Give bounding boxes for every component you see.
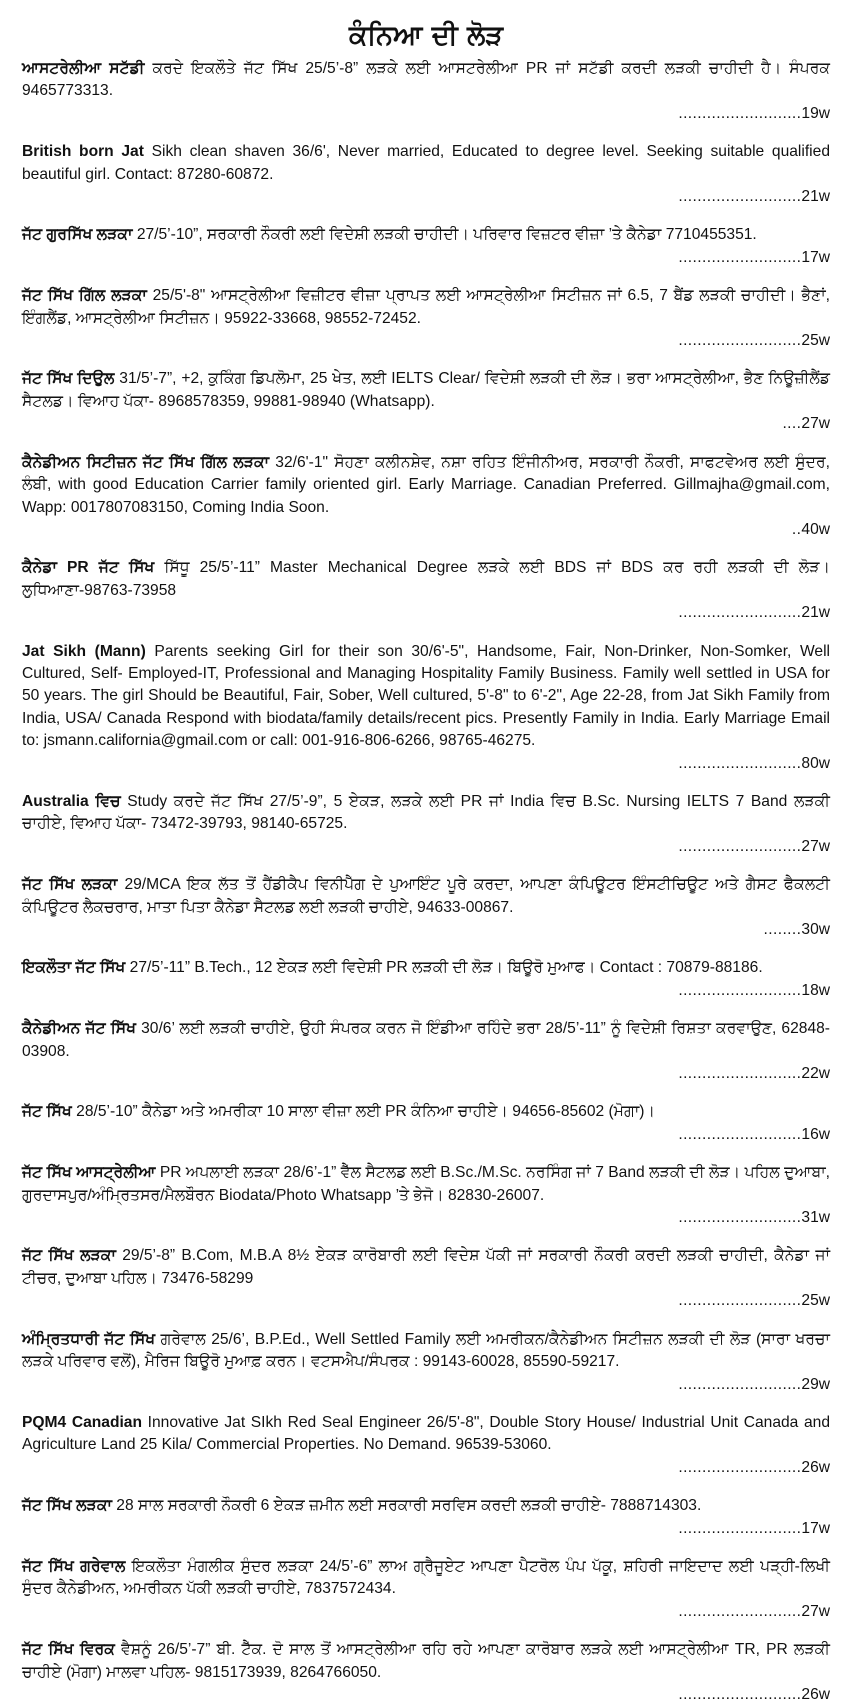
ad-word-count: 40w xyxy=(801,520,830,538)
ad-word-count: 30w xyxy=(801,921,830,938)
ad-text: 29/MCA ਇਕ ਲੱਤ ਤੋਂ ਹੈਂਡੀਕੈਪ ਵਿਨੀਪੈੱਗ ਦੇ ਪੁਆਇੰਟ ਪੂਰੇ ਕਰਦਾ, ਆਪਣਾ ਕੰਪਿਊਟਰ ਇੰਸਟੀਚਿਊਟ ਅਤੇ ਗੈਸਟ ਫੈਕਲਟੀ ਕੰਪਿਊਟਰ ਲੈਕਚਰਾਰ, ਮਾਤਾ ਪਿਤਾ ਕੈਨੇਡਾ ਸੈਟਲਡ ਲਈ ਲੜਕੀ ਚਾਹੀਏ, 94633-00867. xyxy=(22,876,830,916)
ad-word-count: 26w xyxy=(801,1685,830,1703)
ad-body xyxy=(22,874,830,919)
ad-item xyxy=(22,1329,830,1396)
ad-lead: ਜੱਟ ਸਿੱਖ ਆਸਟ੍ਰੇਲੀਆ xyxy=(22,1164,156,1182)
ad-word-count: 21w xyxy=(801,188,830,206)
ad-text: 30/6’ ਲਈ ਲੜਕੀ ਚਾਹੀਏ, ਉਹੀ ਸੰਪਰਕ ਕਰਨ ਜੋ ਇੰਡੀਆ ਰਹਿੰਦੇ ਭਰਾ 28/5’-11” ਨੂੰ ਵਿਦੇਸ਼ੀ ਰਿਸ਼ਤਾ ਕਰਵਾਉਣ, 62848-03908. xyxy=(22,1020,830,1060)
ad-word-count: 27w xyxy=(801,1602,830,1620)
ad-lead: ਜੱਟ ਸਿੱਖ ਗਿੱਲ ਲੜਕਾ xyxy=(22,287,147,305)
ad-leader-dots: .......................... xyxy=(678,332,802,350)
ad-price-line xyxy=(22,980,830,1002)
ad-item xyxy=(22,641,830,775)
ad-leader-dots: .......................... xyxy=(678,1458,802,1476)
ad-text: Study ਕਰਦੇ ਜੱਟ ਸਿੱਖ 27/5’-9”, 5 ਏਕੜ, ਲੜਕੇ ਲਈ PR ਜਾਂ India ਵਿਚ B.Sc. Nursing IELTS 7 Band ਲੜਕੀ ਚਾਹੀਏ, ਵਿਆਹ ਪੱਕਾ- 73472-39793, 98140-65725. xyxy=(22,792,830,833)
ad-body xyxy=(22,1412,830,1457)
ad-body xyxy=(22,557,830,602)
ads-list xyxy=(22,58,830,1706)
ad-lead: ਜੱਟ ਸਿੱਖ xyxy=(22,1103,72,1121)
ad-text: Innovative Jat SIkh Red Seal Engineer 26/5'-8", Double Story House/ Industrial Unit Canada and Agriculture Land 25 Kila/ Commercial Properties. No Demand. 96539-53060. xyxy=(22,1413,830,1454)
ad-price-line xyxy=(22,413,830,435)
ad-word-count: 21w xyxy=(801,604,830,622)
ad-body xyxy=(22,368,830,413)
ad-word-count: 25w xyxy=(801,1292,830,1310)
ad-body xyxy=(22,641,830,753)
ad-item xyxy=(22,1495,830,1540)
ad-lead: ਜੱਟ ਸਿੱਖ ਲੜਕਾ xyxy=(22,876,118,894)
ad-lead: Jat Sikh (Mann) xyxy=(22,642,146,660)
ad-body xyxy=(22,285,830,330)
page-title: ਕੰਨਿਆ ਦੀ ਲੋੜ xyxy=(348,20,504,51)
ad-text: 28/5’-10” ਕੈਨੇਡਾ ਅਤੇ ਅਮਰੀਕਾ 10 ਸਾਲਾ ਵੀਜ਼ਾ ਲਈ PR ਕੰਨਿਆ ਚਾਹੀਏ। 94656-85602 (ਮੋਗਾ)। xyxy=(71,1103,655,1121)
ad-lead: ਜੱਟ ਸਿੱਖ ਲੜਕਾ xyxy=(22,1247,116,1265)
ad-price-line xyxy=(22,1063,830,1085)
ad-word-count: 17w xyxy=(801,1519,830,1537)
ad-text: 29/5’-8” B.Com, M.B.A 8½ ਏਕੜ ਕਾਰੋਬਾਰੀ ਲਈ ਵਿਦੇਸ਼ ਪੱਕੀ ਜਾਂ ਸਰਕਾਰੀ ਨੌਕਰੀ ਕਰਦੀ ਲੜਕੀ ਚਾਹੀਦੀ, ਕੈਨੇਡਾ ਜਾਂ ਟੀਚਰ, ਦੁਆਬਾ ਪਹਿਲ। 73476-58299 xyxy=(22,1247,830,1287)
ad-item xyxy=(22,1412,830,1479)
ad-item xyxy=(22,557,830,624)
ad-body xyxy=(22,141,830,186)
ad-text: 28 ਸਾਲ ਸਰਕਾਰੀ ਨੌਕਰੀ 6 ਏਕੜ ਜ਼ਮੀਨ ਲਈ ਸਰਕਾਰੀ ਸਰਵਿਸ ਕਰਦੀ ਲੜਕੀ ਚਾਹੀਏ- 7888714303. xyxy=(111,1497,702,1515)
ad-leader-dots: .. xyxy=(791,520,802,538)
ad-lead: ਕੈਨੇਡਾ PR ਜੱਟ ਸਿੱਖ xyxy=(22,559,155,577)
ad-item xyxy=(22,141,830,208)
ad-body xyxy=(22,1495,830,1517)
ad-price-line xyxy=(22,330,830,352)
ad-word-count: 16w xyxy=(801,1125,830,1143)
ad-leader-dots: .......................... xyxy=(678,248,802,266)
ad-word-count: 29w xyxy=(801,1375,830,1393)
ad-word-count: 25w xyxy=(801,332,830,350)
ad-body xyxy=(22,1639,830,1684)
ad-lead: ਅੰਮ੍ਰਿਤਧਾਰੀ ਜੱਟ ਸਿੱਖ xyxy=(22,1330,156,1348)
ad-price-line xyxy=(22,103,830,125)
ad-lead: ਇਕਲੌਤਾ ਜੱਟ ਸਿੱਖ xyxy=(22,959,126,977)
ad-price-line xyxy=(22,186,830,208)
ad-leader-dots: .......................... xyxy=(678,1602,802,1620)
ad-lead: ਜੱਟ ਸਿੱਖ ਗਰੇਵਾਲ xyxy=(22,1557,126,1575)
ad-body xyxy=(22,1018,830,1063)
ad-leader-dots: ........ xyxy=(763,921,802,938)
ad-price-line xyxy=(22,602,830,624)
ad-leader-dots: .......................... xyxy=(678,837,802,855)
ad-price-line xyxy=(22,1601,830,1623)
ad-item xyxy=(22,285,830,352)
ad-item xyxy=(22,368,830,435)
ad-price-line xyxy=(22,1207,830,1229)
ad-price-line xyxy=(22,753,830,775)
ad-leader-dots: .... xyxy=(782,415,802,433)
ad-text: 31/5’-7”, +2, ਕੁਕਿੰਗ ਡਿਪਲੋਮਾ, 25 ਖੇਤ, ਲਈ IELTS Clear/ ਵਿਦੇਸ਼ੀ ਲੜਕੀ ਦੀ ਲੋੜ। ਭਰਾ ਆਸਟ੍ਰੇਲੀਆ, ਭੈਣ ਨਿਊਜ਼ੀਲੈਂਡ ਸੈਟਲਡ। ਵਿਆਹ ਪੱਕਾ- 8968578359, 99881-98940 (Whatsapp). xyxy=(22,370,831,410)
ad-item xyxy=(22,1101,830,1146)
ad-leader-dots: .......................... xyxy=(678,1519,802,1537)
ad-body xyxy=(22,791,830,836)
ad-lead: ਜੱਟ ਗੁਰਸਿੱਖ ਲੜਕਾ xyxy=(22,226,133,244)
ad-item xyxy=(22,874,830,941)
ad-body xyxy=(22,957,830,979)
ad-word-count: 31w xyxy=(801,1209,830,1227)
ad-lead: British born Jat xyxy=(22,143,144,161)
ad-price-line xyxy=(22,919,830,941)
ad-item xyxy=(22,791,830,858)
ad-leader-dots: .......................... xyxy=(678,1375,802,1393)
ad-price-line xyxy=(22,519,830,541)
ad-leader-dots: .......................... xyxy=(678,188,802,206)
ad-text: ਇਕਲੌਤਾ ਮੰਗਲੀਕ ਸੁੰਦਰ ਲੜਕਾ 24/5’-6” ਲਾਅ ਗ੍ਰੈਜੂਏਟ ਆਪਣਾ ਪੈਟਰੋਲ ਪੰਪ ਪੱਕੂ, ਸ਼ਹਿਰੀ ਜਾਇਦਾਦ ਲਈ ਪੜ੍ਹੀ-ਲਿਖੀ ਸੁੰਦਰ ਕੈਨੇਡੀਅਨ, ਅਮਰੀਕਨ ਪੱਕੀ ਲੜਕੀ ਚਾਹੀਏ, 7837572434. xyxy=(22,1557,830,1598)
ad-word-count: 19w xyxy=(801,104,830,122)
ad-item xyxy=(22,1018,830,1085)
ad-lead: ਆਸਟਰੇਲੀਆ ਸਟੱਡੀ xyxy=(22,60,145,77)
ad-word-count: 18w xyxy=(801,981,830,999)
ad-text: 32/6'-1" ਸੋਹਣਾ ਕਲੀਨਸ਼ੇਵ, ਨਸ਼ਾ ਰਹਿਤ ਇੰਜੀਨੀਅਰ, ਸਰਕਾਰੀ ਨੌਕਰੀ, ਸਾਫਟਵੇਅਰ ਲਈ ਸੁੰਦਰ, ਲੰਬੀ, with good Education Carrier family oriented girl. Early Marriage. Canadian Preferred. Gillmajha@gmail.com, Wapp: 0017807083150, Coming India Soon. xyxy=(22,453,830,516)
ad-text: 27/5’-11” B.Tech., 12 ਏਕੜ ਲਈ ਵਿਦੇਸ਼ੀ PR ਲੜਕੀ ਦੀ ਲੋੜ। ਬਿਊਰੋ ਮੁਆਫ। Contact : 70879-88186. xyxy=(125,959,763,977)
ad-item xyxy=(22,1639,830,1706)
ad-price-line xyxy=(22,1684,830,1706)
ad-word-count: 27w xyxy=(801,415,830,433)
ad-price-line xyxy=(22,1518,830,1540)
ad-leader-dots: .......................... xyxy=(678,1685,802,1703)
ad-body xyxy=(22,1162,830,1207)
ad-word-count: 27w xyxy=(801,837,830,855)
ad-text: 25/5'-8" ਆਸਟ੍ਰੇਲੀਆ ਵਿਜ਼ੀਟਰ ਵੀਜ਼ਾ ਪ੍ਰਾਪਤ ਲਈ ਆਸਟ੍ਰੇਲੀਆ ਸਿਟੀਜ਼ਨ ਜਾਂ 6.5, 7 ਬੈਂਡ ਲੜਕੀ ਚਾਹੀਦੀ। ਭੈਣਾਂ, ਇੰਗਲੈਂਡ, ਆਸਟ੍ਰੇਲੀਆ ਸਿਟੀਜ਼ਨ। 95922-33668, 98552-72452. xyxy=(22,287,830,327)
ad-price-line xyxy=(22,247,830,269)
ad-word-count: 80w xyxy=(801,754,830,772)
ad-lead: PQM4 Canadian xyxy=(22,1413,143,1431)
ad-body xyxy=(22,1556,830,1601)
ad-lead: ਕੈਨੇਡੀਅਨ ਜੱਟ ਸਿੱਖ xyxy=(22,1020,137,1038)
ad-text: ਗਰੇਵਾਲ 25/6’, B.P.Ed., Well Settled Family ਲਈ ਅਮਰੀਕਨ/ਕੈਨੇਡੀਅਨ ਸਿਟੀਜ਼ਨ ਲੜਕੀ ਦੀ ਲੋੜ (ਸਾਰਾ ਖਰਚਾ ਲੜਕੇ ਪਰਿਵਾਰ ਵਲੋਂ), ਮੈਰਿਜ ਬਿਊਰੋ ਮੁਆਫ਼ ਕਰਨ। ਵਟਸਐਪ/ਸੰਪਰਕ : 99143-60028, 85590-59217. xyxy=(22,1330,830,1371)
ad-body xyxy=(22,1245,830,1290)
ad-lead: ਜੱਟ ਸਿੱਖ ਵਿਰਕ xyxy=(22,1641,115,1659)
ad-word-count: 17w xyxy=(801,248,830,266)
ad-leader-dots: .......................... xyxy=(678,604,802,622)
ad-price-line xyxy=(22,1457,830,1479)
ad-item xyxy=(22,1245,830,1312)
ad-text: Sikh clean shaven 36/6', Never married, Educated to degree level. Seeking suitable qualified beautiful girl. Contact: 87280-60872. xyxy=(22,143,830,183)
ad-lead: ਜੱਟ ਸਿੱਖ ਦਿਉਲ xyxy=(22,370,115,388)
ad-item xyxy=(22,1556,830,1623)
ad-price-line xyxy=(22,836,830,858)
ad-item xyxy=(22,224,830,269)
ad-item xyxy=(22,58,830,125)
ad-lead: Australia ਵਿਚ xyxy=(22,792,121,810)
ad-text: ਕਰਦੇ ਇਕਲੌਤੇ ਜੱਟ ਸਿੱਖ 25/5’-8” ਲੜਕੇ ਲਈ ਆਸਟਰੇਲੀਆ PR ਜਾਂ ਸਟੱਡੀ ਕਰਦੀ ਲੜਕੀ ਚਾਹੀਦੀ ਹੈ। ਸੰਪਰਕ 9465773313. xyxy=(22,60,830,100)
ad-body xyxy=(22,1329,830,1374)
ad-price-line xyxy=(22,1374,830,1396)
ad-leader-dots: .......................... xyxy=(678,1209,802,1227)
ad-item xyxy=(22,452,830,542)
ad-leader-dots: .......................... xyxy=(678,754,802,772)
ad-body xyxy=(22,224,830,246)
ad-price-line xyxy=(22,1290,830,1312)
ad-text: ਸਿੱਧੂ 25/5’-11” Master Mechanical Degree ਲੜਕੇ ਲਈ BDS ਜਾਂ BDS ਕਰ ਰਹੀ ਲੜਕੀ ਦੀ ਲੋੜ। ਲੁਧਿਆਣਾ-98763-73958 xyxy=(22,559,831,599)
ad-body xyxy=(22,1101,830,1123)
ad-leader-dots: .......................... xyxy=(678,104,802,122)
ad-price-line xyxy=(22,1124,830,1146)
ad-item xyxy=(22,957,830,1002)
ad-lead: ਕੈਨੇਡੀਅਨ ਸਿਟੀਜ਼ਨ ਜੱਟ ਸਿੱਖ ਗਿੱਲ ਲੜਕਾ xyxy=(22,453,270,471)
ad-body xyxy=(22,58,830,103)
ad-text: PR ਅਪਲਾਈ ਲੜਕਾ 28/6’-1” ਵੈੱਲ ਸੈਟਲਡ ਲਈ B.Sc./M.Sc. ਨਰਸਿੰਗ ਜਾਂ 7 Band ਲੜਕੀ ਦੀ ਲੋੜ। ਪਹਿਲ ਦੁਆਬਾ, ਗੁਰਦਾਸਪੁਰ/ਅੰਮ੍ਰਿਤਸਰ/ਮੈਲਬੌਰਨ Biodata/Photo Whatsapp ’ਤੇ ਭੇਜੋ। 82830-26007. xyxy=(22,1164,830,1204)
ad-text: Parents seeking Girl for their son 30/6'-5", Handsome, Fair, Non-Drinker, Non-Somker, Well Cultured, Self- Employed-IT, Professional and Managing Hospitality Family Business. Family well settled in USA for 50 years. The girl Should be Beautiful, Fair, Sober, Well cultured, 5'-8" to 6'-2", Age 22-28, from Jat Sikh Family from India, USA/ Canada Respond with biodata/family details/recent pics. Presently Family in India. Early Marriage Email to: jsmann.california@gmail.com or call: 001-916-806-6266, 98765-46275. xyxy=(22,642,831,750)
ad-leader-dots: .......................... xyxy=(678,1065,802,1083)
ad-leader-dots: .......................... xyxy=(678,1125,802,1143)
ad-word-count: 22w xyxy=(801,1065,830,1083)
ad-text: ਵੈਸ਼ਨੂੰ 26/5’-7” ਬੀ. ਟੈੱਕ. ਦੋ ਸਾਲ ਤੋਂ ਆਸਟ੍ਰੇਲੀਆ ਰਹਿ ਰਹੇ ਆਪਣਾ ਕਾਰੋਬਾਰ ਲੜਕੇ ਲਈ ਆਸਟ੍ਰੇਲੀਆ TR, PR ਲੜਕੀ ਚਾਹੀਏ (ਮੋਗਾ) ਮਾਲਵਾ ਪਹਿਲ- 9815173939, 8264766050. xyxy=(22,1641,830,1681)
ad-leader-dots: .......................... xyxy=(678,1292,802,1310)
ad-leader-dots: .......................... xyxy=(678,981,802,999)
ad-lead: ਜੱਟ ਸਿੱਖ ਲੜਕਾ xyxy=(22,1497,112,1515)
ad-body xyxy=(22,452,830,519)
ad-word-count: 26w xyxy=(801,1458,830,1476)
ad-text: 27/5’-10”, ਸਰਕਾਰੀ ਨੌਕਰੀ ਲਈ ਵਿਦੇਸ਼ੀ ਲੜਕੀ ਚਾਹੀਦੀ। ਪਰਿਵਾਰ ਵਿਜ਼ਟਰ ਵੀਜ਼ਾ ’ਤੇ ਕੈਨੇਡਾ 7710455351. xyxy=(132,226,757,244)
ad-item xyxy=(22,1162,830,1229)
